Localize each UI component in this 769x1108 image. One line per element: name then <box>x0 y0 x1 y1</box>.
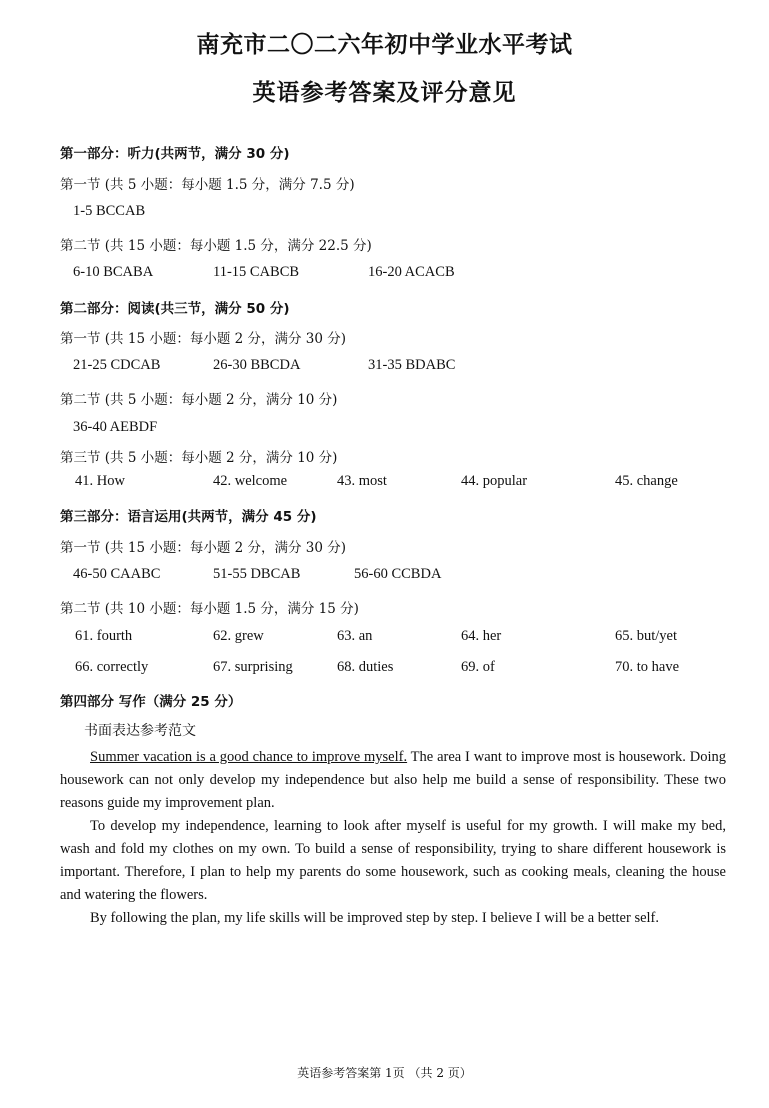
answer-group: 11-15 CABCB <box>213 264 300 280</box>
part3-sec2-row1 <box>0 628 769 648</box>
answer-item: 70. to have <box>615 659 680 675</box>
part3-sec1-heading: 第一节 (共 15 小题：每小题 2 分，满分 30 分) <box>60 540 347 556</box>
essay-paragraph-2: To develop my independence, learning to look after myself is useful for my growth. I will make my bed, wash and fold my clothes on my own. To build a sense of responsibility, trying to share different housework is important. Therefore, I plan to help my parents do some housework, such as cooking meals, cleaning the house and watering the flowers. <box>60 818 726 903</box>
part2-sec1-answers <box>0 357 769 377</box>
answer-group: 16-20 ACACB <box>368 264 455 280</box>
part2-heading: 第二部分：阅读(共三节，满分 50 分) <box>60 301 290 317</box>
sample-essay <box>60 746 726 930</box>
part3-heading: 第三部分：语言运用(共两节，满分 45 分) <box>60 509 317 525</box>
answer-item: 43. most <box>337 473 387 489</box>
part3-sec2-row2 <box>0 659 769 679</box>
part2-sec3-heading: 第三节 (共 5 小题：每小题 2 分，满分 10 分) <box>60 450 338 466</box>
answer-item: 65. but/yet <box>615 628 678 644</box>
part2-sec1-heading: 第一节 (共 15 小题：每小题 2 分，满分 30 分) <box>60 331 347 347</box>
answer-item: 45. change <box>615 473 678 489</box>
answer-group: 1-5 BCCAB <box>73 203 146 219</box>
answer-item: 61. fourth <box>75 628 133 644</box>
essay-topic-sentence: Summer vacation is a good chance to improve myself. <box>90 749 408 765</box>
part3-sec2-heading: 第二节 (共 10 小题：每小题 1.5 分，满分 15 分) <box>60 601 359 617</box>
part1-sec1-heading: 第一节 (共 5 小题：每小题 1.5 分，满分 7.5 分) <box>60 177 355 193</box>
answer-item: 63. an <box>337 628 373 644</box>
part3-sec1-answers <box>0 566 769 586</box>
part1-sec2-answers <box>0 264 769 284</box>
essay-title: 书面表达参考范文 <box>84 723 196 739</box>
answer-item: 62. grew <box>213 628 264 644</box>
answer-item: 44. popular <box>461 473 528 489</box>
answer-item: 69. of <box>461 659 495 675</box>
answer-item: 64. her <box>461 628 502 644</box>
answer-item: 66. correctly <box>75 659 149 675</box>
part1-heading: 第一部分：听力(共两节，满分 30 分) <box>60 146 290 162</box>
exam-title: 南充市二〇二六年初中学业水平考试 <box>196 31 573 58</box>
answer-group: 31-35 BDABC <box>368 357 456 373</box>
answer-group: 6-10 BCABA <box>73 264 154 280</box>
answer-item: 67. surprising <box>213 659 293 675</box>
answer-group: 56-60 CCBDA <box>354 566 442 582</box>
answer-group: 36-40 AEBDF <box>73 419 158 435</box>
part2-sec2-answers <box>0 419 769 439</box>
answer-item: 42. welcome <box>213 473 288 489</box>
answer-group: 51-55 DBCAB <box>213 566 301 582</box>
answer-group: 26-30 BBCDA <box>213 357 301 373</box>
essay-paragraph-3: By following the plan, my life skills will be improved step by step. I believe I will be a better self. <box>90 910 660 926</box>
part2-sec2-heading: 第二节 (共 5 小题：每小题 2 分，满分 10 分) <box>60 392 338 408</box>
essay-paragraph-1-rest: The area I want to improve most is housework. Doing housework can not only develop my independence but also help me build a sense of responsibility. These two reasons guide my improvement plan. <box>60 749 726 811</box>
part1-sec1-answers <box>0 203 769 223</box>
essay-paragraph-1 <box>60 746 726 815</box>
exam-subtitle: 英语参考答案及评分意见 <box>252 80 517 106</box>
answer-group: 46-50 CAABC <box>73 566 161 582</box>
part4-heading: 第四部分 写作（满分 25 分） <box>60 694 242 710</box>
answer-item: 68. duties <box>337 659 394 675</box>
page-footer: 英语参考答案第 1页 （共 2 页） <box>297 1066 472 1080</box>
answer-item: 41. How <box>75 473 125 489</box>
part1-sec2-heading: 第二节 (共 15 小题：每小题 1.5 分，满分 22.5 分) <box>60 238 372 254</box>
answer-group: 21-25 CDCAB <box>73 357 161 373</box>
part2-sec3-answers <box>0 473 769 493</box>
